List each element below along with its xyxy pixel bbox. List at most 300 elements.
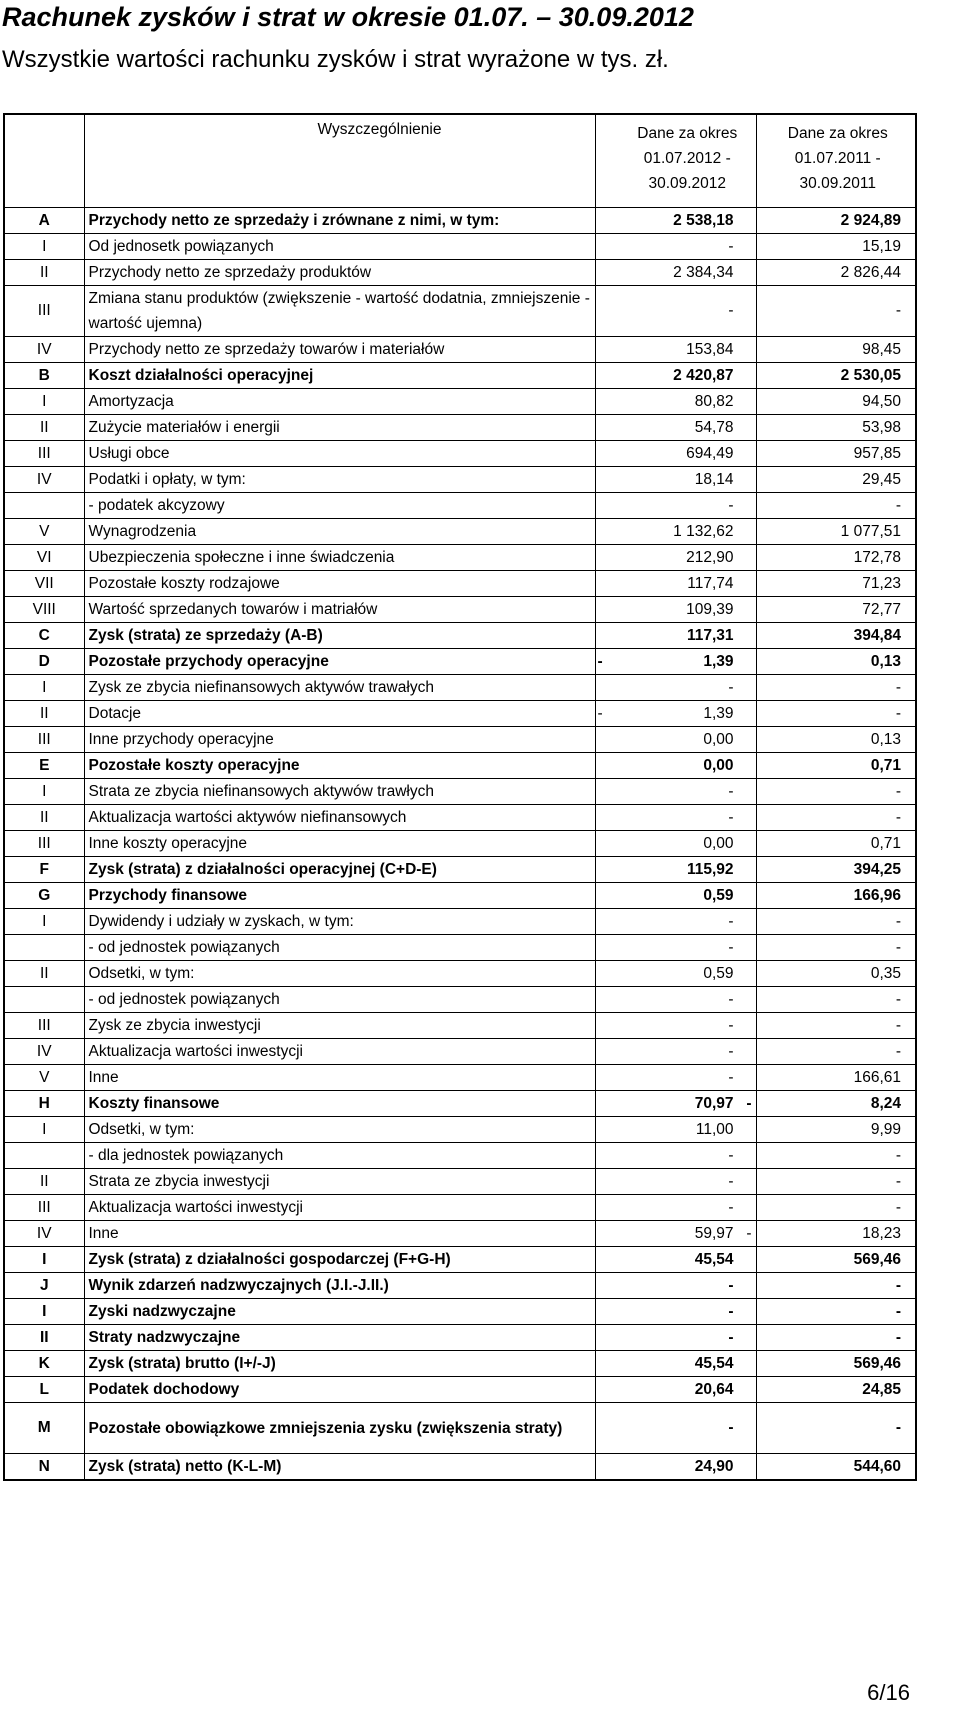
- table-row: [4, 519, 916, 545]
- table-row: [4, 675, 916, 701]
- table-row: [4, 1091, 916, 1117]
- row-number: I: [4, 1299, 84, 1325]
- row-sign: -: [595, 701, 615, 727]
- row-description: Pozostałe koszty rodzajowe: [84, 571, 595, 597]
- row-number: G: [4, 883, 84, 909]
- value-current: [615, 1039, 756, 1065]
- value-previous: -: [756, 1169, 916, 1195]
- header-col-previous: Dane za okres 01.07.2011 - 30.09.2011: [756, 114, 916, 208]
- table-row: [4, 1195, 916, 1221]
- value-previous: 9,99: [756, 1117, 916, 1143]
- value-current: [615, 1169, 756, 1195]
- value-current-text: 18,14: [694, 470, 734, 488]
- value-current-text: -: [728, 1198, 734, 1216]
- value-previous: 2 826,44: [756, 260, 916, 286]
- value-previous: 0,35: [756, 961, 916, 987]
- table-row: [4, 1299, 916, 1325]
- value-previous: -: [756, 779, 916, 805]
- table-row: [4, 831, 916, 857]
- table-row: [4, 467, 916, 493]
- table-row: [4, 779, 916, 805]
- report-title: Rachunek zysków i strat w okresie 01.07. – 30.09.2012: [2, 2, 694, 32]
- row-sign: [595, 1247, 615, 1273]
- row-description: Zysk (strata) brutto (I+/-J): [84, 1351, 595, 1377]
- table-row: [4, 363, 916, 389]
- row-number: III: [4, 1195, 84, 1221]
- value-previous: -: [756, 909, 916, 935]
- table-row: [4, 909, 916, 935]
- row-sign: [595, 1169, 615, 1195]
- value-current: [615, 1065, 756, 1091]
- row-sign: [595, 571, 615, 597]
- value-current: [615, 1143, 756, 1169]
- table-row: [4, 571, 916, 597]
- table-row: [4, 1065, 916, 1091]
- row-sign: [595, 1117, 615, 1143]
- row-sign: [595, 1299, 615, 1325]
- value-current: [615, 208, 756, 234]
- row-description: Przychody netto ze sprzedaży produktów: [84, 260, 595, 286]
- value-current: [615, 1299, 756, 1325]
- value-previous: 166,96: [756, 883, 916, 909]
- value-current-text: -: [728, 808, 734, 826]
- value-current-text: 80,82: [694, 392, 734, 410]
- row-description: - od jednostek powiązanych: [84, 987, 595, 1013]
- value-current: [615, 467, 756, 493]
- value-current: [615, 727, 756, 753]
- value-previous: 94,50: [756, 389, 916, 415]
- table-row: [4, 1454, 916, 1481]
- row-sign: [595, 1143, 615, 1169]
- value-previous: -: [756, 1325, 916, 1351]
- value-current: [615, 1351, 756, 1377]
- row-sign: [595, 805, 615, 831]
- row-number: III: [4, 441, 84, 467]
- row-description: Inne przychody operacyjne: [84, 727, 595, 753]
- row-sign: [595, 727, 615, 753]
- value-current-text: 212,90: [686, 548, 734, 566]
- value-previous: 0,13: [756, 727, 916, 753]
- row-description: Podatek dochodowy: [84, 1377, 595, 1403]
- value-current-text: 59,97: [694, 1224, 734, 1242]
- row-number: M: [4, 1403, 84, 1454]
- row-description: Pozostałe koszty operacyjne: [84, 753, 595, 779]
- value-previous: 569,46: [756, 1351, 916, 1377]
- table-row: [4, 649, 916, 675]
- value-current-text: -: [728, 678, 734, 696]
- row-number: V: [4, 1065, 84, 1091]
- row-number: I: [4, 234, 84, 260]
- value-previous: 24,85: [756, 1377, 916, 1403]
- row-description: Wartość sprzedanych towarów i matriałów: [84, 597, 595, 623]
- header-num-cell: [4, 114, 84, 208]
- value-previous: 18,23: [756, 1221, 916, 1247]
- value-current: [615, 779, 756, 805]
- row-description: Usługi obce: [84, 441, 595, 467]
- value-previous: 98,45: [756, 337, 916, 363]
- row-number: III: [4, 831, 84, 857]
- value-previous: -: [756, 1013, 916, 1039]
- row-sign: [595, 415, 615, 441]
- table-row: [4, 1013, 916, 1039]
- row-description: Zysk (strata) z działalności gospodarczej (F+G-H): [84, 1247, 595, 1273]
- value-previous: 2 924,89: [756, 208, 916, 234]
- value-previous: 166,61: [756, 1065, 916, 1091]
- value-current-text: 11,00: [695, 1120, 734, 1138]
- table-row: [4, 701, 916, 727]
- value-previous: -: [756, 987, 916, 1013]
- value-current: [615, 571, 756, 597]
- row-number: I: [4, 909, 84, 935]
- value-current: [615, 1247, 756, 1273]
- page-number: 6/16: [867, 1680, 910, 1705]
- value-previous: 15,19: [756, 234, 916, 260]
- row-description: Zyski nadzwyczajne: [84, 1299, 595, 1325]
- row-description: Koszt działalności operacyjnej: [84, 363, 595, 389]
- table-row: [4, 753, 916, 779]
- value-current-text: -: [728, 1016, 734, 1034]
- value-current-text: -: [728, 237, 734, 255]
- row-description: - dla jednostek powiązanych: [84, 1143, 595, 1169]
- row-sign: [595, 441, 615, 467]
- value-current: [615, 1221, 756, 1247]
- row-description: Zysk (strata) z działalności operacyjnej (C+D-E): [84, 857, 595, 883]
- row-sign: [595, 1039, 615, 1065]
- row-sign: [595, 208, 615, 234]
- table-row: [4, 337, 916, 363]
- value-previous: -: [756, 701, 916, 727]
- row-number: C: [4, 623, 84, 649]
- row-sign: [595, 779, 615, 805]
- value-current-text: 109,39: [686, 600, 734, 618]
- value-current: [615, 623, 756, 649]
- row-description: Zmiana stanu produktów (zwiększenie - wartość dodatnia, zmniejszenie - wartość ujemna): [84, 286, 595, 337]
- value-current-text: 0,59: [703, 886, 734, 904]
- value-current: [615, 234, 756, 260]
- value-previous: 71,23: [756, 571, 916, 597]
- row-sign: [595, 1325, 615, 1351]
- value-current: [615, 260, 756, 286]
- table-row: [4, 1221, 916, 1247]
- value-current-text: 70,97: [694, 1094, 734, 1112]
- value-current-text: -: [728, 496, 734, 514]
- value-previous: 53,98: [756, 415, 916, 441]
- row-description: Zysk (strata) netto (K-L-M): [84, 1454, 595, 1481]
- row-sign: [595, 1195, 615, 1221]
- row-number: [4, 1143, 84, 1169]
- row-description: Inne: [84, 1065, 595, 1091]
- value-previous: -: [756, 1403, 916, 1454]
- row-description: Podatki i opłaty, w tym:: [84, 467, 595, 493]
- value-current-text: 45,54: [694, 1250, 734, 1268]
- row-sign: [595, 1221, 615, 1247]
- row-description: Strata ze zbycia niefinansowych aktywów trawłych: [84, 779, 595, 805]
- row-number: N: [4, 1454, 84, 1481]
- row-number: B: [4, 363, 84, 389]
- row-sign: [595, 1013, 615, 1039]
- table-row: [4, 441, 916, 467]
- value-current-text: 153,84: [686, 340, 734, 358]
- row-sign: [595, 337, 615, 363]
- row-sign: [595, 467, 615, 493]
- value-current-text: -: [728, 1419, 734, 1436]
- row-number: L: [4, 1377, 84, 1403]
- value-current-text: -: [728, 1068, 734, 1086]
- row-description: Od jednosetk powiązanych: [84, 234, 595, 260]
- value-current: [615, 1325, 756, 1351]
- row-number: III: [4, 286, 84, 337]
- table-row: [4, 987, 916, 1013]
- table-header-row: [4, 114, 916, 208]
- value-current: [615, 883, 756, 909]
- value-previous: 0,71: [756, 831, 916, 857]
- row-sign: [595, 909, 615, 935]
- table-row: [4, 623, 916, 649]
- value-current: [615, 987, 756, 1013]
- value-current: [615, 805, 756, 831]
- value-current-text: -: [728, 302, 734, 319]
- row-number: D: [4, 649, 84, 675]
- table-row: [4, 1351, 916, 1377]
- row-number: J: [4, 1273, 84, 1299]
- table-row: [4, 1377, 916, 1403]
- row-sign: [595, 519, 615, 545]
- row-sign: [595, 883, 615, 909]
- row-description: Zysk ze zbycia inwestycji: [84, 1013, 595, 1039]
- row-sign: [595, 987, 615, 1013]
- value-current-text: -: [728, 1042, 734, 1060]
- table-row: [4, 1117, 916, 1143]
- row-sign: [595, 1065, 615, 1091]
- value-current-trailing-sign: -: [746, 1224, 752, 1242]
- row-sign: [595, 961, 615, 987]
- row-description: Przychody finansowe: [84, 883, 595, 909]
- table-row: [4, 208, 916, 234]
- value-current-text: 0,00: [703, 834, 734, 852]
- row-number: III: [4, 727, 84, 753]
- value-current: [615, 935, 756, 961]
- row-description: Koszty finansowe: [84, 1091, 595, 1117]
- table-row: [4, 883, 916, 909]
- row-description: Zysk ze zbycia niefinansowych aktywów trawałych: [84, 675, 595, 701]
- value-current: [615, 1273, 756, 1299]
- row-description: Wynik zdarzeń nadzwyczajnych (J.I.-J.II.): [84, 1273, 595, 1299]
- value-previous: -: [756, 1299, 916, 1325]
- value-current-text: -: [728, 1146, 734, 1164]
- value-current-text: 1 132,62: [673, 522, 734, 540]
- row-number: II: [4, 805, 84, 831]
- value-current-text: 2 538,18: [673, 211, 734, 229]
- value-previous: -: [756, 805, 916, 831]
- value-current-text: 2 384,34: [673, 263, 734, 281]
- row-number: K: [4, 1351, 84, 1377]
- value-previous: 569,46: [756, 1247, 916, 1273]
- table-row: [4, 857, 916, 883]
- table-row: [4, 415, 916, 441]
- table-row: [4, 1039, 916, 1065]
- row-description: Przychody netto ze sprzedaży i zrównane z nimi, w tym:: [84, 208, 595, 234]
- row-description: Dywidendy i udziały w zyskach, w tym:: [84, 909, 595, 935]
- value-current: [615, 363, 756, 389]
- row-number: VI: [4, 545, 84, 571]
- row-description: Aktualizacja wartości inwestycji: [84, 1039, 595, 1065]
- value-previous: 544,60: [756, 1454, 916, 1481]
- row-number: IV: [4, 337, 84, 363]
- value-current-text: 24,90: [694, 1457, 734, 1475]
- value-current-text: -: [728, 1328, 734, 1346]
- value-current-text: 1,39: [703, 652, 734, 670]
- value-current: [615, 675, 756, 701]
- value-current: [615, 519, 756, 545]
- table-row: [4, 597, 916, 623]
- row-sign: [595, 389, 615, 415]
- table-row: [4, 1273, 916, 1299]
- row-number: F: [4, 857, 84, 883]
- value-previous: 172,78: [756, 545, 916, 571]
- value-previous: -: [756, 1273, 916, 1299]
- value-current: [615, 1195, 756, 1221]
- row-number: VIII: [4, 597, 84, 623]
- table-row: [4, 286, 916, 337]
- value-previous: 394,25: [756, 857, 916, 883]
- value-current-text: -: [728, 1276, 734, 1294]
- value-current: [615, 337, 756, 363]
- value-previous: 8,24: [756, 1091, 916, 1117]
- value-current: [615, 1117, 756, 1143]
- value-previous: -: [756, 1195, 916, 1221]
- row-sign: [595, 1351, 615, 1377]
- value-current: [615, 441, 756, 467]
- table-row: [4, 1247, 916, 1273]
- value-current-text: 1,39: [703, 704, 734, 722]
- value-previous: 394,84: [756, 623, 916, 649]
- value-current-text: -: [728, 938, 734, 956]
- value-current-text: 20,64: [694, 1380, 734, 1398]
- row-description: Aktualizacja wartości aktywów niefinansowych: [84, 805, 595, 831]
- row-description: Wynagrodzenia: [84, 519, 595, 545]
- row-sign: -: [595, 649, 615, 675]
- table-row: [4, 389, 916, 415]
- row-number: I: [4, 779, 84, 805]
- value-previous: 0,13: [756, 649, 916, 675]
- row-sign: [595, 363, 615, 389]
- row-number: II: [4, 1169, 84, 1195]
- income-statement-table: [3, 113, 917, 1481]
- row-number: II: [4, 961, 84, 987]
- table-row: [4, 545, 916, 571]
- value-current: [615, 753, 756, 779]
- row-sign: [595, 493, 615, 519]
- row-description: - od jednostek powiązanych: [84, 935, 595, 961]
- table-row: [4, 727, 916, 753]
- row-number: I: [4, 1247, 84, 1273]
- value-previous: 957,85: [756, 441, 916, 467]
- row-number: I: [4, 389, 84, 415]
- row-sign: [595, 545, 615, 571]
- value-current: [615, 493, 756, 519]
- value-current-trailing-sign: -: [746, 1094, 752, 1112]
- row-description: Pozostałe przychody operacyjne: [84, 649, 595, 675]
- value-previous: 1 077,51: [756, 519, 916, 545]
- value-current-text: 117,74: [687, 574, 734, 592]
- table-row: [4, 935, 916, 961]
- table-row: [4, 805, 916, 831]
- row-description: Odsetki, w tym:: [84, 961, 595, 987]
- value-current: [615, 1454, 756, 1481]
- row-sign: [595, 753, 615, 779]
- value-current: [615, 1377, 756, 1403]
- value-previous: -: [756, 286, 916, 337]
- value-current: [615, 701, 756, 727]
- row-description: Zużycie materiałów i energii: [84, 415, 595, 441]
- row-sign: [595, 675, 615, 701]
- table-row: [4, 961, 916, 987]
- row-description: Ubezpieczenia społeczne i inne świadczenia: [84, 545, 595, 571]
- value-current-text: -: [728, 1302, 734, 1320]
- value-current-text: 45,54: [694, 1354, 734, 1372]
- table-row: [4, 1169, 916, 1195]
- value-current-text: -: [728, 990, 734, 1008]
- value-current: [615, 597, 756, 623]
- row-number: H: [4, 1091, 84, 1117]
- value-current-text: -: [728, 782, 734, 800]
- value-previous: 29,45: [756, 467, 916, 493]
- value-current: [615, 1091, 756, 1117]
- value-current: [615, 1013, 756, 1039]
- row-number: IV: [4, 1221, 84, 1247]
- value-current-text: -: [728, 1172, 734, 1190]
- row-sign: [595, 857, 615, 883]
- value-current: [615, 1403, 756, 1454]
- row-sign: [595, 1403, 615, 1454]
- value-previous: 0,71: [756, 753, 916, 779]
- row-description: Strata ze zbycia inwestycji: [84, 1169, 595, 1195]
- row-sign: [595, 1454, 615, 1481]
- value-current-text: 117,31: [686, 626, 734, 644]
- header-col-current: Dane za okres 01.07.2012 - 30.09.2012: [615, 114, 756, 208]
- table-row: [4, 1325, 916, 1351]
- row-number: A: [4, 208, 84, 234]
- value-previous: 72,77: [756, 597, 916, 623]
- table-row: [4, 260, 916, 286]
- value-previous: -: [756, 493, 916, 519]
- row-sign: [595, 286, 615, 337]
- value-current: [615, 857, 756, 883]
- row-description: Zysk (strata) ze sprzedaży (A-B): [84, 623, 595, 649]
- row-number: E: [4, 753, 84, 779]
- value-current: [615, 415, 756, 441]
- report-subtitle: Wszystkie wartości rachunku zysków i strat wyrażone w tys. zł.: [2, 46, 669, 73]
- value-previous: 2 530,05: [756, 363, 916, 389]
- value-current: [615, 831, 756, 857]
- row-number: IV: [4, 467, 84, 493]
- value-current: [615, 389, 756, 415]
- value-previous: -: [756, 1039, 916, 1065]
- row-description: - podatek akcyzowy: [84, 493, 595, 519]
- row-number: II: [4, 415, 84, 441]
- row-description: Odsetki, w tym:: [84, 1117, 595, 1143]
- row-number: [4, 935, 84, 961]
- row-number: II: [4, 260, 84, 286]
- value-current-text: 54,78: [694, 418, 734, 436]
- value-current: [615, 909, 756, 935]
- value-current: [615, 649, 756, 675]
- value-previous: -: [756, 675, 916, 701]
- value-current-text: 0,59: [703, 964, 734, 982]
- value-current-text: 115,92: [686, 860, 734, 878]
- value-previous: -: [756, 935, 916, 961]
- row-sign: [595, 1273, 615, 1299]
